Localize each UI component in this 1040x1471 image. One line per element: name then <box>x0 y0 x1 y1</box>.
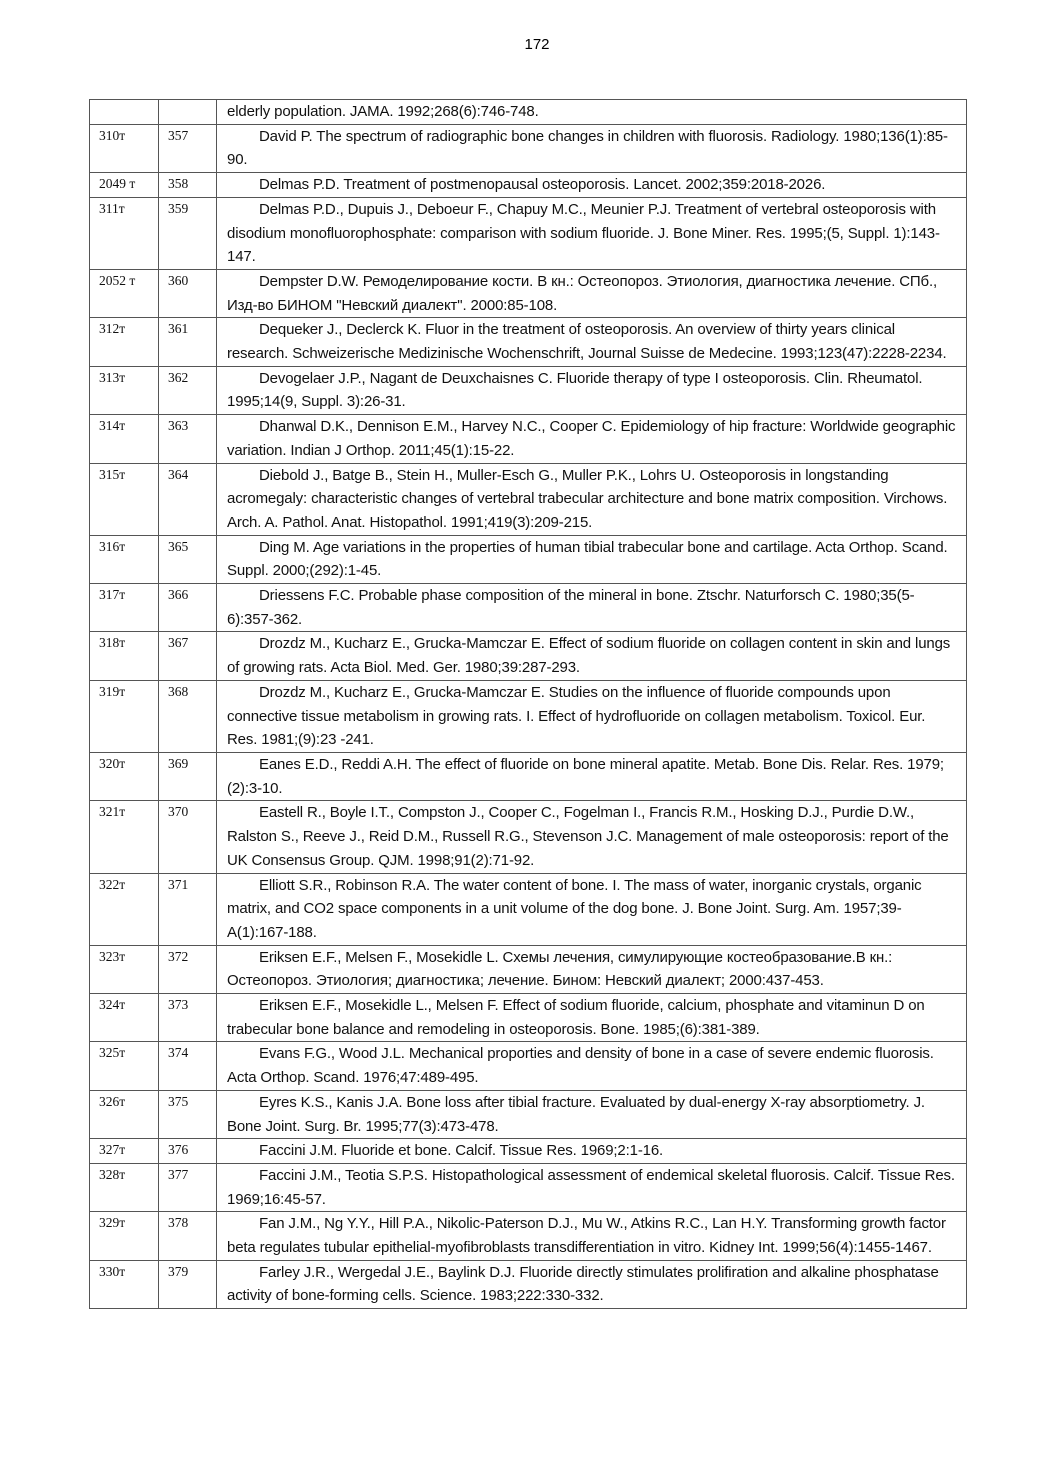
table-row <box>90 415 967 463</box>
table-row <box>90 1163 967 1211</box>
source-number-cell: 311т <box>90 197 159 269</box>
table-row <box>90 124 967 172</box>
reference-number-cell: 365 <box>159 535 217 583</box>
reference-text-cell: Elliott S.R., Robinson R.A. The water content of bone. I. The mass of water, inorganic crystals, organic matrix, and CO2 space components in a unit volume of the dog bone. J. Bone Joint. Surg. Am. 1957;39-A(1):167-188. <box>217 873 967 945</box>
source-number-cell: 329т <box>90 1212 159 1260</box>
table-row <box>90 945 967 993</box>
source-number-cell: 313т <box>90 366 159 414</box>
table-row <box>90 1212 967 1260</box>
reference-text-cell: Eanes E.D., Reddi A.H. The effect of fluoride on bone mineral apatite. Metab. Bone Dis. Relar. Res. 1979;(2):3-10. <box>217 752 967 800</box>
reference-number-cell: 371 <box>159 873 217 945</box>
source-number-cell: 319т <box>90 680 159 752</box>
reference-text-cell: Faccini J.M. Fluoride et bone. Calcif. Tissue Res. 1969;2:1-16. <box>217 1139 967 1164</box>
reference-text-cell: Fan J.M., Ng Y.Y., Hill P.A., Nikolic-Paterson D.J., Mu W., Atkins R.C., Lan H.Y. Transforming growth factor beta regulates tubular epithelial-myofibroblasts transdifferentiation in vitro. Kidney Int. 1999;56(4):1455-1467. <box>217 1212 967 1260</box>
reference-number-cell: 362 <box>159 366 217 414</box>
table-row <box>90 1139 967 1164</box>
reference-text-cell: Farley J.R., Wergedal J.E., Baylink D.J. Fluoride directly stimulates prolifiration and alkaline phosphatase activity of bone-forming cells. Science. 1983;222:330-332. <box>217 1260 967 1308</box>
reference-text-cell: Evans F.G., Wood J.L. Mechanical proporties and density of bone in a case of severe endemic fluorosis. Acta Orthop. Scand. 1976;47:489-495. <box>217 1042 967 1090</box>
reference-number-cell: 360 <box>159 269 217 317</box>
source-number-cell: 320т <box>90 752 159 800</box>
reference-number-cell: 358 <box>159 173 217 198</box>
reference-table <box>89 99 967 1309</box>
table-row <box>90 994 967 1042</box>
source-number-cell: 318т <box>90 632 159 680</box>
table-row <box>90 197 967 269</box>
reference-number-cell: 357 <box>159 124 217 172</box>
reference-text-cell: Drozdz M., Kucharz E., Grucka-Mamczar E. Studies on the influence of fluoride compounds upon connective tissue metabolism in growing rats. I. Effect of hydrofluoride on collagen metabolism. Toxicol. Eur. Res. 1981;(9):23 -241. <box>217 680 967 752</box>
reference-number-cell: 373 <box>159 994 217 1042</box>
reference-number-cell: 378 <box>159 1212 217 1260</box>
table-row <box>90 366 967 414</box>
reference-text-cell: Delmas P.D., Dupuis J., Deboeur F., Chapuy M.C., Meunier P.J. Treatment of vertebral osteoporosis with disodium monofluorophosphate: comparison with sodium fluoride. J. Bone Miner. Res. 1995;(5, Suppl. 1):143-147. <box>217 197 967 269</box>
reference-number-cell: 376 <box>159 1139 217 1164</box>
source-number-cell: 328т <box>90 1163 159 1211</box>
source-number-cell: 327т <box>90 1139 159 1164</box>
source-number-cell: 316т <box>90 535 159 583</box>
table-row <box>90 801 967 873</box>
source-number-cell: 2052 т <box>90 269 159 317</box>
reference-text-cell: Devogelaer J.P., Nagant de Deuxchaisnes C. Fluoride therapy of type I osteoporosis. Clin. Rheumatol. 1995;14(9, Suppl. 3):26-31. <box>217 366 967 414</box>
table-row <box>90 1090 967 1138</box>
source-number-cell: 321т <box>90 801 159 873</box>
reference-text-cell: Delmas P.D. Treatment of postmenopausal osteoporosis. Lancet. 2002;359:2018-2026. <box>217 173 967 198</box>
source-number-cell: 322т <box>90 873 159 945</box>
reference-text-cell: Dempster D.W. Ремоделирование кости. В кн.: Остеопороз. Этиология, диагностика лечение. СПб., Изд-во БИНОМ "Невский диалект". 2000:85-108. <box>217 269 967 317</box>
reference-text-cell: Dhanwal D.K., Dennison E.M., Harvey N.C., Cooper C. Epidemiology of hip fracture: Worldwide geographic variation. Indian J Orthop. 2011;45(1):15-22. <box>217 415 967 463</box>
table-row <box>90 584 967 632</box>
source-number-cell: 315т <box>90 463 159 535</box>
table-row <box>90 1042 967 1090</box>
table-row <box>90 269 967 317</box>
table-row <box>90 632 967 680</box>
reference-number-cell: 374 <box>159 1042 217 1090</box>
reference-number-cell: 366 <box>159 584 217 632</box>
reference-text-cell: Eriksen E.F., Melsen F., Mosekidle L. Схемы лечения, симулирующие костеобразование.В кн.: Остеопороз. Этиология; диагностика; лечение. Бином: Невский диалект; 2000:437-453. <box>217 945 967 993</box>
reference-text-cell: Driessens F.C. Probable phase composition of the mineral in bone. Ztschr. Naturforsch C. 1980;35(5-6):357-362. <box>217 584 967 632</box>
table-row <box>90 173 967 198</box>
reference-text-cell: Eyres K.S., Kanis J.A. Bone loss after tibial fracture. Evaluated by dual-energy X-ray absorptiometry. J. Bone Joint. Surg. Br. 1995;77(3):473-478. <box>217 1090 967 1138</box>
table-row <box>90 752 967 800</box>
table-row <box>90 535 967 583</box>
page-number: 172 <box>524 36 550 53</box>
reference-number-cell: 367 <box>159 632 217 680</box>
reference-number-cell: 369 <box>159 752 217 800</box>
source-number-cell: 312т <box>90 318 159 366</box>
reference-number-cell: 379 <box>159 1260 217 1308</box>
table-row <box>90 873 967 945</box>
source-number-cell: 2049 т <box>90 173 159 198</box>
reference-text-cell: Faccini J.M., Teotia S.P.S. Histopathological assessment of endemical skeletal fluorosis. Calcif. Tissue Res. 1969;16:45-57. <box>217 1163 967 1211</box>
reference-text-cell: elderly population. JAMA. 1992;268(6):746-748. <box>217 100 967 125</box>
reference-number-cell: 372 <box>159 945 217 993</box>
reference-number-cell: 370 <box>159 801 217 873</box>
reference-number-cell: 361 <box>159 318 217 366</box>
source-number-cell: 324т <box>90 994 159 1042</box>
source-number-cell: 310т <box>90 124 159 172</box>
source-number-cell: 325т <box>90 1042 159 1090</box>
table-row <box>90 1260 967 1308</box>
reference-number-cell: 377 <box>159 1163 217 1211</box>
reference-text-cell: Eriksen E.F., Mosekidle L., Melsen F. Effect of sodium fluoride, calcium, phosphate and vitaminun D on trabecular bone balance and remodeling in osteoporosis. Bone. 1985;(6):381-389. <box>217 994 967 1042</box>
source-number-cell: 314т <box>90 415 159 463</box>
reference-number-cell: 368 <box>159 680 217 752</box>
reference-number-cell: 375 <box>159 1090 217 1138</box>
reference-text-cell: Dequeker J., Declerck K. Fluor in the treatment of osteoporosis. An overview of thirty years clinical research. Schweizerische Medizinische Wochenschrift, Journal Suisse de Medecine. 1993;123(47):2228-2234. <box>217 318 967 366</box>
reference-number-cell: 363 <box>159 415 217 463</box>
reference-text-cell: Diebold J., Batge B., Stein H., Muller-Esch G., Muller P.K., Lohrs U. Osteoporosis in longstanding acromegaly: characteristic changes of vertebral trabecular architecture and bone matrix composition. Virchows. Arch. A. Pathol. Anat. Histopathol. 1991;419(3):209-215. <box>217 463 967 535</box>
reference-text-cell: Eastell R., Boyle I.T., Compston J., Cooper C., Fogelman I., Francis R.M., Hosking D.J., Purdie D.W., Ralston S., Reeve J., Reid D.M., Russell R.G., Stevenson J.C. Management of male osteoporosis: report of the UK Consensus Group. QJM. 1998;91(2):71-92. <box>217 801 967 873</box>
source-number-cell: 317т <box>90 584 159 632</box>
reference-number-cell: 364 <box>159 463 217 535</box>
reference-text-cell: Drozdz M., Kucharz E., Grucka-Mamczar E. Effect of sodium fluoride on collagen content in skin and lungs of growing rats. Acta Biol. Med. Ger. 1980;39:287-293. <box>217 632 967 680</box>
reference-number-cell: 359 <box>159 197 217 269</box>
source-number-cell: 330т <box>90 1260 159 1308</box>
reference-text-cell: Ding M. Age variations in the properties of human tibial trabecular bone and cartilage. Acta Orthop. Scand. Suppl. 2000;(292):1-45. <box>217 535 967 583</box>
source-number-cell: 323т <box>90 945 159 993</box>
table-row <box>90 100 967 125</box>
table-row <box>90 463 967 535</box>
source-number-cell: 326т <box>90 1090 159 1138</box>
reference-number-cell <box>159 100 217 125</box>
table-row <box>90 680 967 752</box>
reference-text-cell: David P. The spectrum of radiographic bone changes in children with fluorosis. Radiology. 1980;136(1):85-90. <box>217 124 967 172</box>
source-number-cell <box>90 100 159 125</box>
table-row <box>90 318 967 366</box>
